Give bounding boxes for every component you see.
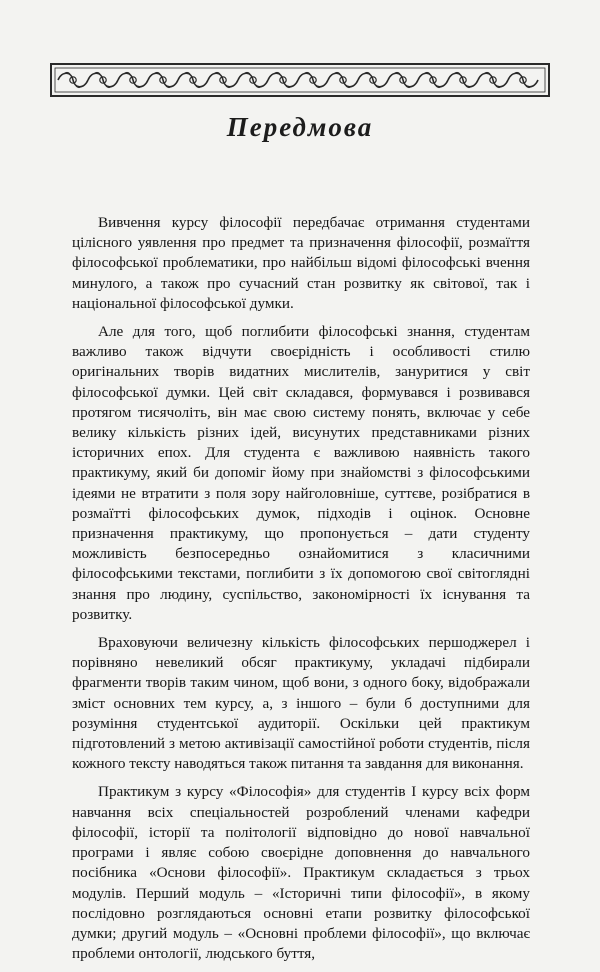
paragraph-2: Але для того, щоб поглибити філософські знання, студентам важливо також відчути своєрідність і особливості стилю оригінальних творів видатних мислителів, зануритися у світ філософської думки. Цей світ складався, формувався і розвивався протягом тисячоліть, він має свою систему понять, включає у себе велику кількість різних ідей, висунутих представниками різних історичних епох. Для студента є важливою наявність такого практикуму, який би допоміг йому при знайомстві з філософськими ідеями не втратити з поля зору найголовніше, суттєве, розібратися в розмаїтті філософських думок, підходів і оцінок. Основне призначення практикуму, що пропонується – дати студенту можливість безпосередньо ознайомитися з класичними філософськими текстами, поглибити з їх допомогою свої світоглядні знання про людину, суспільство, закономірності їх існування та розвитку. (72, 323, 530, 623)
preface-body (72, 213, 530, 972)
paragraph-1: Вивчення курсу філософії передбачає отримання студентами цілісного уявлення про предмет та призначення філософії, розмаїття філософської проблематики, про найбільш відомі філософські вчення минулого, а також про сучасний стан розвитку як світової, так і національної філософської думки. (72, 214, 530, 312)
paragraph-4: Практикум з курсу «Філософія» для студентів І курсу всіх форм навчання всіх спеціальностей розроблений членами кафедри філософії, історії та політології відповідно до нової навчальної програми і являє собою своєрідне доповнення до навчального посібника «Основи філософії». Практикум складається з трьох модулів. Перший модуль – «Історичні типи філософії», в якому послідовно розглядаються основні етапи розвитку філософської думки; другий модуль – «Основні проблеми філософії», що включає проблеми онтології, людського буття, (72, 783, 530, 963)
page-title: Передмова (226, 112, 374, 142)
floral-border-ornament-icon (50, 63, 550, 97)
paragraph-3: Враховуючи величезну кількість філософських першоджерел і порівняно невеликий обсяг практикуму, укладачі підбирали фрагменти творів таким чином, щоб вони, з одного боку, відображали зміст основних тем курсу, а, з іншого – були б доступними для розуміння студентської аудиторії. Оскільки цей практикум підготовлений з метою активізації самостійної роботи студентів, після кожного тексту наводяться також питання та завдання для виконання. (72, 634, 530, 773)
